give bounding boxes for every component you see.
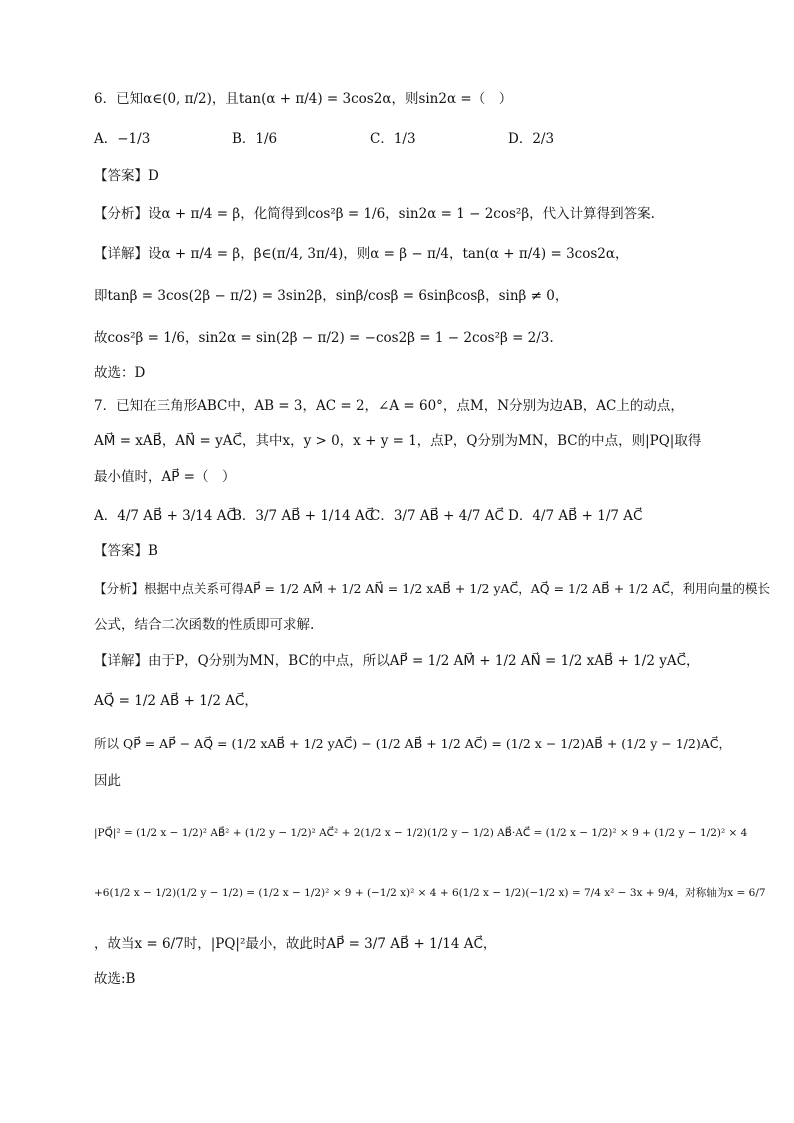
q7-detail-line-7: ，故当x = 6/7时，|PQ|²最小，故此时AP⃗ = 3/7 AB⃗ + 1/14 AC⃗， [94, 936, 497, 952]
q6-option-d: D．2/3 [508, 131, 555, 147]
q7-detail-line-3: 所以 QP⃗ = AP⃗ − AQ⃗ = (1/2 xAB⃗ + 1/2 yAC⃗) − (1/2 AB⃗ + 1/2 AC⃗) = (1/2 x − 1/2)AB⃗ + (1/2 y − 1/2)AC⃗， [94, 736, 731, 751]
q7-stem-line-3: 最小值时，AP⃗ =（ ） [94, 469, 236, 485]
q7-choice: 故选:B [94, 971, 136, 987]
q6-analysis: 【分析】设α + π/4 = β，化简得到cos²β = 1/6，sin2α = 1 − 2cos²β，代入计算得到答案. [94, 206, 655, 222]
q7-detail-line-5: |PQ⃗|² = (1/2 x − 1/2)² AB⃗² + (1/2 y − 1/2)² AC⃗² + 2(1/2 x − 1/2)(1/2 y − 1/2) AB⃗·AC⃗ = (1/2 x − 1/2)² × 9 + (1/2 y − 1/2)² × 4 [94, 827, 748, 839]
q7-detail-line-2: AQ⃗ = 1/2 AB⃗ + 1/2 AC⃗， [94, 693, 258, 709]
q6-detail-line-1: 【详解】设α + π/4 = β，β∈(π/4, 3π/4)，则α = β − π/4，tan(α + π/4) = 3cos2α， [94, 246, 629, 262]
q7-option-d: D．4/7 AB⃗ + 1/7 AC⃗ [508, 508, 643, 524]
q6-detail-line-3: 故cos²β = 1/6，sin2α = sin(2β − π/2) = −cos2β = 1 − 2cos²β = 2/3. [94, 330, 554, 346]
q7-option-c: C．3/7 AB⃗ + 4/7 AC⃗ [370, 508, 504, 524]
q7-detail-line-4: 因此 [94, 773, 121, 789]
q6-answer: 【答案】D [94, 168, 159, 184]
q7-answer: 【答案】B [94, 543, 158, 559]
q6-detail-line-2: 即tanβ = 3cos(2β − π/2) = 3sin2β，sinβ/cosβ = 6sinβcosβ，sinβ ≠ 0， [94, 288, 569, 304]
q7-detail-line-6: +6(1/2 x − 1/2)(1/2 y − 1/2) = (1/2 x − 1/2)² × 9 + (−1/2 x)² × 4 + 6(1/2 x − 1/2)(−1/2 x) = 7/4 x² − 3x + 9/4，对称轴为x = 6/7 [94, 887, 766, 899]
q7-detail-line-1: 【详解】由于P，Q分别为MN，BC的中点，所以AP⃗ = 1/2 AM⃗ + 1/2 AN⃗ = 1/2 xAB⃗ + 1/2 yAC⃗， [94, 653, 700, 669]
q6-option-a: A．−1/3 [94, 131, 151, 147]
q7-analysis-line-1: 【分析】根据中点关系可得AP⃗ = 1/2 AM⃗ + 1/2 AN⃗ = 1/2 xAB⃗ + 1/2 yAC⃗，AQ⃗ = 1/2 AB⃗ + 1/2 AC⃗，利用向量的模长 [94, 581, 771, 596]
q7-stem-line-1: 7．已知在三角形ABC中，AB = 3，AC = 2，∠A = 60°，点M，N分别为边AB，AC上的动点， [94, 398, 684, 414]
q6-option-c: C．1/3 [370, 131, 416, 147]
q6-option-b: B．1/6 [232, 131, 278, 147]
q7-stem-line-2: AM⃗ = xAB⃗，AN⃗ = yAC⃗，其中x，y > 0，x + y = 1，点P，Q分别为MN，BC的中点，则|PQ|取得 [94, 433, 702, 449]
q7-option-b: B．3/7 AB⃗ + 1/14 AC⃗ [232, 508, 375, 524]
q7-option-a: A．4/7 AB⃗ + 3/14 AC⃗ [94, 508, 236, 524]
q7-analysis-line-2: 公式，结合二次函数的性质即可求解. [94, 617, 315, 633]
q6-choice: 故选：D [94, 365, 146, 381]
q6-stem: 6．已知α∈(0, π/2)，且tan(α + π/4) = 3cos2α，则sin2α =（ ） [94, 91, 513, 107]
